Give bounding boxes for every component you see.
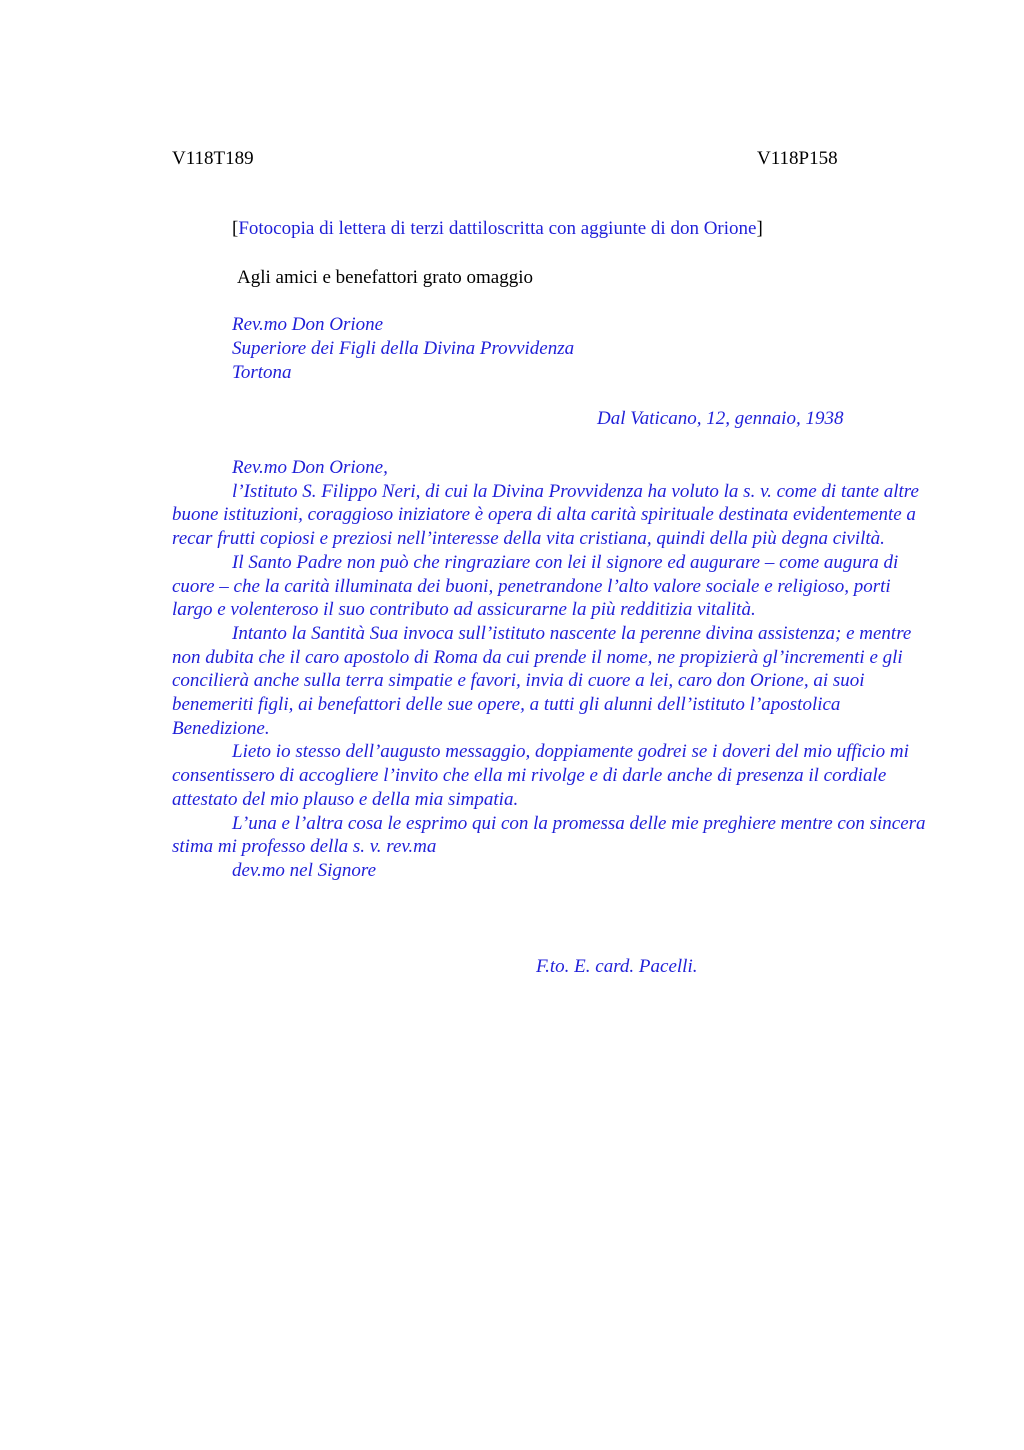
recipient-address — [232, 313, 574, 385]
signature: F.to. E. card. Pacelli. — [536, 956, 698, 977]
note-close-bracket: ] — [756, 218, 763, 239]
address-line-2: Superiore dei Figli della Divina Provvidenza — [232, 338, 575, 359]
letter-body — [172, 456, 932, 883]
note-text: Fotocopia di lettera di terzi dattiloscritta con aggiunte di don Orione — [238, 218, 757, 239]
reference-code-right: V118P158 — [757, 148, 838, 169]
letter-paragraph-1: l’Istituto S. Filippo Neri, di cui la Divina Provvidenza ha voluto la s. v. come di tante altre buone istituzioni, coraggioso iniziatore è opera di alta carità spirituale destinata evidentemente a recar frutti copiosi e preziosi nell’interesse della vita cristiana, quindi della più degna civiltà. — [172, 480, 919, 550]
dedication-line: Agli amici e benefattori grato omaggio — [237, 267, 533, 288]
letter-paragraph-4: Lieto io stesso dell’augusto messaggio, doppiamente godrei se i doveri del mio ufficio mi consentissero di accogliere l’invito che ella mi rivolge e di darle anche di presenza il cordiale attestato del mio plauso e della mia simpatia. — [172, 741, 909, 810]
letter-paragraph-3: Intanto la Santità Sua invoca sull’istituto nascente la perenne divina assistenza; e mentre non dubita che il caro apostolo di Roma da cui prende il nome, ne propizierà gl’incrementi e gli concilierà anche sulla terra simpatie e favori, invia di cuore a lei, caro don Orione, ai suoi benemeriti figli, ai benefattori delle sue opere, a tutti gli alunni dell’istituto l’apostolica Benedizione. — [172, 622, 912, 739]
letter-salutation: Rev.mo Don Orione, — [232, 457, 388, 478]
letter-paragraph-5: L’una e l’altra cosa le esprimo qui con la promessa delle mie preghiere mentre con sincera stima mi professo della s. v. rev.ma — [172, 812, 926, 858]
note-open-bracket: [ — [232, 218, 239, 239]
dateline: Dal Vaticano, 12, gennaio, 1938 — [597, 408, 844, 429]
address-line-3: Tortona — [232, 362, 292, 383]
letter-paragraph-2: Il Santo Padre non può che ringraziare con lei il signore ed augurare – come augura di cuore – che la carità illuminata dei buoni, penetrandone l’alto valore sociale e religioso, porti largo e volenteroso il suo contributo ad assicurarne la più redditizia vitalità. — [172, 551, 899, 621]
editorial-note — [232, 218, 763, 240]
letter-closing: dev.mo nel Signore — [232, 859, 377, 881]
reference-code-left: V118T189 — [172, 148, 254, 169]
address-line-1: Rev.mo Don Orione — [232, 314, 384, 335]
